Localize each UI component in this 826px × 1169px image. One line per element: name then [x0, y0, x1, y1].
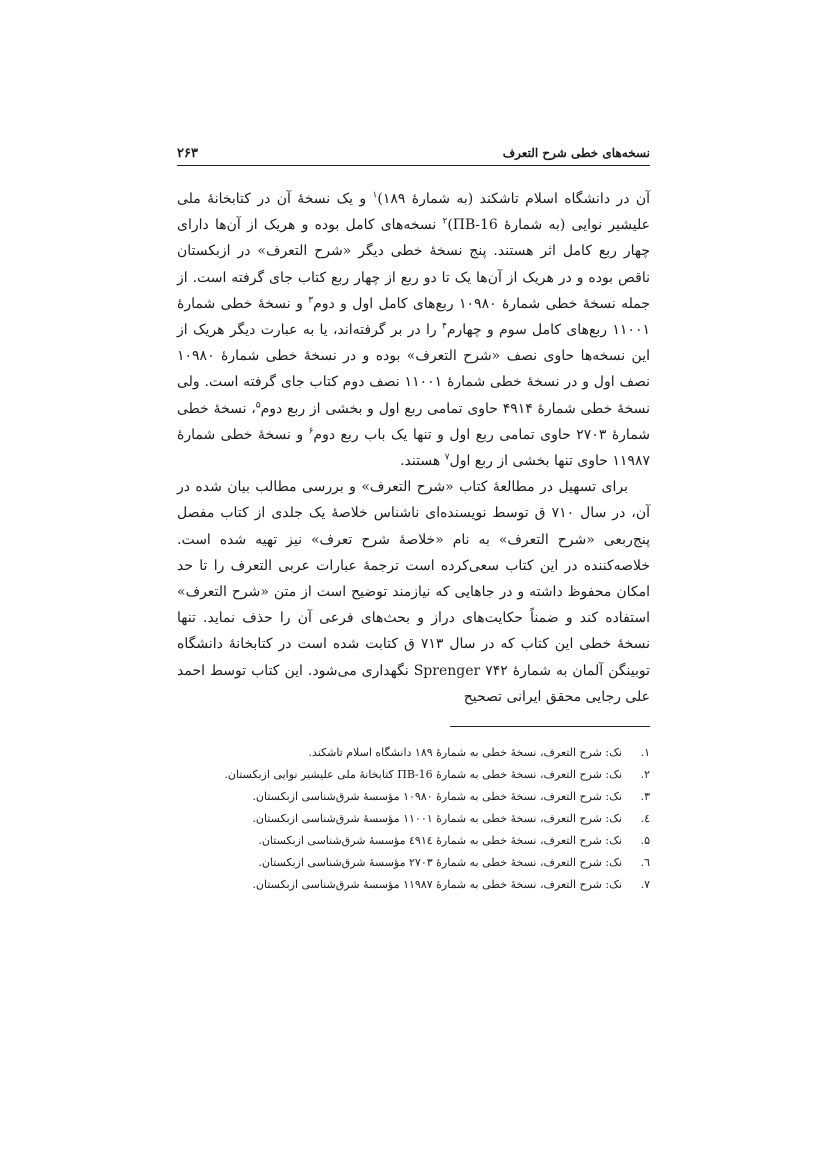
header-rule [177, 165, 650, 166]
footnote-number: ۷. [640, 878, 650, 891]
footnote-marker: ۴ [442, 321, 447, 332]
footnote-text: نک: شرح التعرف، نسخۀ خطی به شمارۀ ПВ-16 کتابخانۀ ملی علیشیر نوایی ازبکستان. [224, 768, 622, 781]
footnote-marker: ۷ [444, 452, 450, 463]
footnote-item [177, 742, 650, 764]
text-run: و نسخۀ خطی شمارۀ ۱۱۰۰۱ ربع‌های کامل سوم و چهارم [177, 295, 650, 339]
footnote-text: نک: شرح التعرف، نسخۀ خطی به شمارۀ ۲۷۰۳ مؤسسۀ شرق‌شناسی ازبکستان. [258, 856, 622, 869]
footnote-item [177, 786, 650, 808]
running-title: نسخه‌های خطی شرح التعرف [502, 146, 650, 160]
footnote-item [177, 874, 650, 896]
footnote-marker: ۵ [255, 399, 261, 410]
footnote-item [177, 808, 650, 830]
footnote-rule [450, 726, 650, 727]
footnote-item [177, 764, 650, 786]
footnote-number: ٤. [640, 812, 650, 825]
footnote-text: نک: شرح التعرف، نسخۀ خطی به شمارۀ ۱۱۰۰۱ مؤسسۀ شرق‌شناسی ازبکستان. [252, 812, 622, 825]
text-run: نسخه‌های کامل بوده و هریک از آن‌ها دارای چهار ربع کامل اثر هستند. پنج نسخۀ خطی دیگر «شرح التعرف» در ازبکستان ناقص بوده و در هریک از آن‌ها یک تا دو ربع از چهار ربع کتاب جای گرفته است. از جمله نسخۀ خطی شمارۀ ۱۰۹۸۰ ربع‌های کامل اول و دوم [177, 217, 650, 312]
page-number: ۲۶۳ [177, 146, 198, 161]
footnote-marker: ۳ [308, 295, 314, 306]
footnote-text: نک: شرح التعرف، نسخۀ خطی به شمارۀ ۱۸۹ دانشگاه اسلام تاشکند. [308, 746, 622, 759]
text-run: و نسخۀ خطی شمارۀ ۱۱۹۸۷ حاوی تنها بخشی از ربع اول [177, 426, 650, 470]
footnote-text: نک: شرح التعرف، نسخۀ خطی به شمارۀ ۱۰۹۸۰ مؤسسۀ شرق‌شناسی ازبکستان. [252, 790, 622, 803]
footnote-number: ۱. [640, 746, 650, 759]
paragraph-2: برای تسهیل در مطالعۀ کتاب «شرح التعرف» و بررسی مطالب بیان شده در آن، در سال ۷۱۰ ق توسط نویسنده‌ای ناشناس خلاصۀ یک جلدی از کتاب مفصل پنج‌ربعی «شرح التعرف» به نام «خلاصۀ شرح تعرف» نیز تهیه شده است. خلاصه‌کننده در این کتاب سعی‌کرده است ترجمۀ عبارات عربی التعرف را تا حد امکان محفوظ داشته و در جاهایی که نیازمند توضیح است از متن «شرح التعرف» استفاده کند و ضمناً حکایت‌های دراز و بحث‌های فرعی آن را حذف نماید. تنها نسخۀ خطی این کتاب که در سال ۷۱۳ ق کتابت شده است در کتابخانۀ دانشگاه توبینگن آلمان به شمارۀ ۷۴۲ Sprenger نگهداری می‌شود. این کتاب توسط احمد علی رجایی محقق ایرانی تصحیح [177, 479, 651, 705]
paragraph-1 [177, 186, 650, 474]
text-run: هستند. [400, 453, 445, 470]
footnote-item [177, 852, 650, 874]
text-run: و یک نسخۀ آن در کتابخانۀ ملی علیشیر نوایی (به شمارۀ ПВ-16) [177, 191, 650, 234]
footnote-marker: ۱ [372, 190, 378, 201]
footnote-text: نک: شرح التعرف، نسخۀ خطی به شمارۀ ٤۹۱٤ مؤسسۀ شرق‌شناسی ازبکستان. [258, 834, 622, 847]
text-run: را در بر گرفته‌اند، یا به عبارت دیگر هریک از این نسخه‌ها حاوی نصف «شرح التعرف» بوده و در نسخۀ خطی شمارۀ ۱۰۹۸۰ نصف اول و در نسخۀ خطی شمارۀ ۱۱۰۰۱ نصف دوم کتاب جای گرفته است. ولی نسخۀ خطی شمارۀ ۴۹۱۴ حاوی تمامی ربع اول و بخشی از ربع دوم [177, 322, 650, 417]
footnote-text: نک: شرح التعرف، نسخۀ خطی به شمارۀ ۱۱۹۸۷ مؤسسۀ شرق‌شناسی ازبکستان. [252, 878, 622, 891]
book-page [177, 0, 650, 1169]
text-run: ، نسخۀ خطی شمارۀ ۲۷۰۳ حاوی تمامی ربع اول و تنها یک باب ربع دوم [177, 400, 651, 443]
text-run: آن در دانشگاه اسلام تاشکند (به شمارۀ ۱۸۹) [377, 191, 650, 207]
footnote-marker: ۶ [308, 426, 314, 437]
footnotes-list [177, 742, 650, 896]
main-text [177, 186, 650, 710]
running-header [177, 144, 650, 164]
footnote-number: ۵. [640, 834, 650, 847]
footnote-marker: ۲ [442, 216, 448, 227]
footnote-number: ۲. [640, 768, 650, 781]
footnote-item [177, 830, 650, 852]
footnote-number: ٦. [640, 856, 650, 869]
footnote-number: ۳. [640, 790, 650, 803]
